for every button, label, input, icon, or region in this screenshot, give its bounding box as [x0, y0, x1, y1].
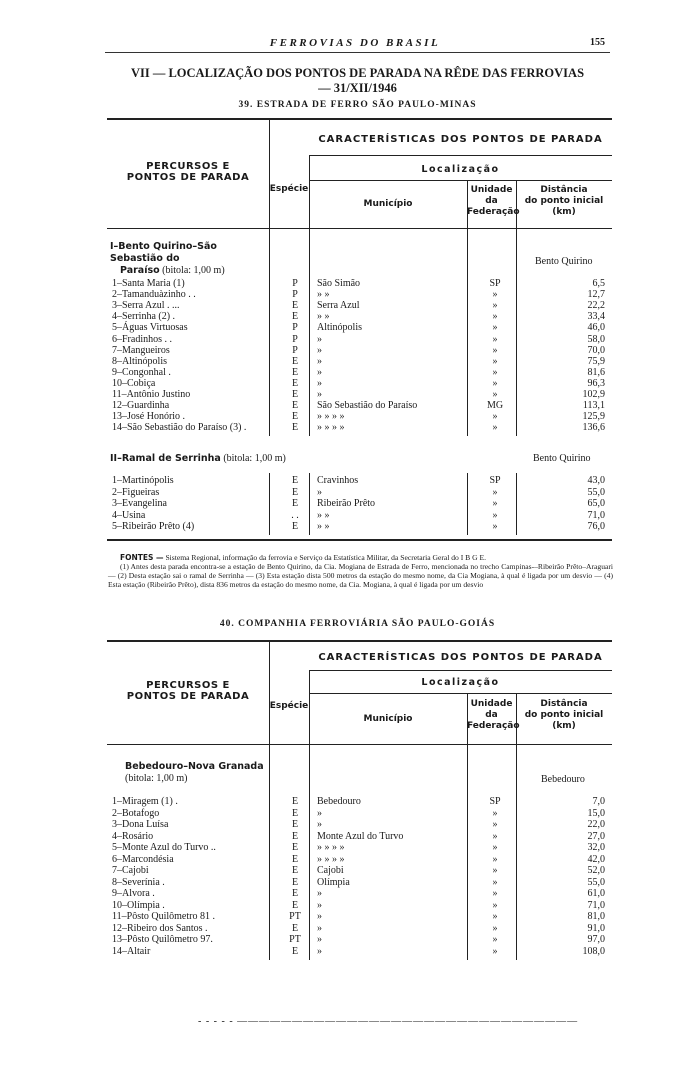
station-name: 12–Ribeiro dos Santos . — [112, 922, 208, 934]
station-type: E — [291, 400, 299, 412]
station-type: E — [291, 300, 299, 312]
table-rule — [107, 118, 612, 120]
station-type: E — [291, 377, 299, 389]
station-type: E — [291, 498, 299, 510]
station-type: E — [291, 945, 299, 957]
municipality: » — [317, 389, 322, 400]
chapter-title — [105, 66, 610, 96]
footnotes: (1) Antes desta parada encontra-se a estação de Bento Quirino, da Cia. Mogiana de Estrada de Ferro, mencionada no trecho Campinas-–Ribeirão Prêto–Araguari — (2) Desta estação sai o ramal de Serrinha — (3) Esta estação dista 500 metros da estação do mesmo nome, da Cia Mogiana, à qual é ligada por um desvio — (4) Esta estação (Ribeirão Prêto), dista 836 metros da estação do mesmo nome, da Cia. Mogiana, à qual é ligada por um desvio — [108, 562, 613, 589]
distance-km: 97,0 — [587, 934, 605, 945]
header-localizacao: Localização — [421, 677, 500, 688]
federal-unit: SP — [489, 278, 501, 289]
table-row — [112, 808, 612, 820]
header-localizacao: Localização — [421, 164, 500, 175]
distance-km: 136,6 — [582, 422, 605, 434]
header-especie: Espécie — [269, 184, 309, 194]
federal-unit: » — [492, 865, 498, 876]
federal-unit: » — [492, 888, 498, 899]
municipality: São Sebastião do Paraíso — [317, 400, 418, 412]
table-row — [112, 946, 612, 958]
federal-unit: » — [492, 899, 498, 911]
header-distancia: Distância do ponto inicial (km) — [524, 185, 604, 217]
distance-km: 113,1 — [582, 400, 605, 412]
table-row — [112, 819, 612, 831]
distance-km: 58,0 — [587, 333, 605, 345]
table-row — [112, 831, 612, 843]
station-name: 11–Pôsto Quilômetro 81 . — [112, 911, 215, 922]
running-header — [105, 37, 605, 51]
federal-unit: » — [492, 300, 498, 312]
municipality: » — [317, 486, 322, 498]
table-row — [112, 923, 612, 935]
distance-km: 108,0 — [582, 945, 605, 957]
table-rule — [107, 744, 612, 745]
federal-unit: » — [492, 945, 498, 957]
municipality: » — [317, 945, 322, 957]
station-type: PT — [289, 934, 301, 945]
table-row — [112, 422, 612, 434]
station-type: E — [291, 807, 299, 819]
distance-km: 55,0 — [587, 876, 605, 888]
municipality: » » — [317, 311, 330, 323]
station-name: 5–Monte Azul do Turvo .. — [112, 842, 216, 853]
table39-title: 39. ESTRADA DE FERRO SÃO PAULO-MINAS — [238, 100, 477, 110]
station-type: E — [291, 521, 299, 533]
station-type: E — [291, 366, 299, 378]
station-name: 10–Cobiça — [112, 377, 156, 389]
table-row — [112, 911, 612, 923]
federal-unit: » — [492, 486, 498, 498]
station-type: E — [291, 842, 299, 853]
station-type: E — [291, 486, 299, 498]
station-name: 13–Pôsto Quilômetro 97. — [112, 934, 213, 945]
page-number: 155 — [590, 37, 605, 48]
running-title: FERROVIAS DO BRASIL — [269, 37, 441, 49]
table-rule — [107, 640, 612, 642]
station-name: 5–Águas Virtuosas — [112, 322, 188, 334]
municipality: » » » » — [317, 422, 345, 434]
table-rule — [107, 539, 612, 541]
municipality: » » » » — [317, 853, 345, 865]
station-name: 2–Figueiras — [112, 486, 160, 498]
header-rule — [105, 52, 610, 53]
municipality: » » — [317, 509, 330, 521]
table-rule — [309, 693, 612, 694]
station-name: 8–Severínia . — [112, 876, 165, 888]
header-municipio: Município — [363, 714, 413, 724]
distance-km: 15,0 — [587, 807, 605, 819]
distance-km: 75,9 — [587, 355, 605, 367]
federal-unit: » — [492, 521, 498, 533]
station-type: E — [291, 475, 299, 486]
municipality: Bebedouro — [317, 796, 361, 807]
station-name: 2–Tamanduàzinho . . — [112, 289, 196, 301]
station-type: E — [291, 411, 299, 423]
table-row — [112, 900, 612, 912]
table-rule — [467, 473, 468, 535]
station-name: 4–Rosário — [112, 830, 154, 842]
distance-km: 27,0 — [587, 830, 605, 842]
distance-km: 43,0 — [587, 475, 605, 486]
federal-unit: » — [492, 366, 498, 378]
distance-km: 70,0 — [587, 344, 605, 356]
federal-unit: » — [492, 333, 498, 345]
federal-unit: » — [492, 934, 498, 945]
municipality: Cravinhos — [317, 475, 359, 486]
station-type: E — [291, 853, 299, 865]
distance-km: 52,0 — [587, 865, 605, 876]
distance-km: 46,0 — [587, 322, 605, 334]
distance-km: 12,7 — [587, 289, 605, 301]
federal-unit: » — [492, 422, 498, 434]
federal-unit: » — [492, 411, 498, 423]
station-type: E — [291, 311, 299, 323]
station-name: 1–Martinópolis — [112, 475, 174, 486]
station-type: P — [292, 289, 298, 301]
municipality: Altinópolis — [317, 322, 363, 334]
station-type: E — [291, 899, 299, 911]
municipality: » » — [317, 521, 330, 533]
header-percursos: PERCURSOS E PONTOS DE PARADA — [126, 680, 250, 702]
station-type: . . — [291, 509, 299, 521]
table-rule — [269, 473, 270, 535]
table-rule — [309, 180, 612, 181]
header-unidade: Unidade da Federação — [467, 699, 520, 731]
station-type: P — [292, 278, 298, 289]
station-type: E — [291, 830, 299, 842]
sources-note: FONTES — Sistema Regional, informação da ferrovia e Serviço da Estatística Militar, da Secretaria Geral do I B G E. (1) Antes desta parada encontra-se a estação de Bento Quirino, da Cia. Mogiana de Estrada de Ferro, mencionada no trecho Campinas-–Ribeirão Prêto–Araguari — (2) Desta estação sai o ramal de Serrinha — (3) Esta estação dista 500 metros da estação do mesmo nome, da Cia Mogiana, à qual é ligada por um desvio — (4) Esta estação (Ribeirão Prêto), dista 836 metros da estação do mesmo nome, da Cia. Mogiana, à qual é ligada por um desvio — [108, 553, 613, 589]
municipality: » — [317, 911, 322, 922]
table-rule — [309, 155, 612, 156]
municipality: » — [317, 922, 322, 934]
municipality: » » » » — [317, 411, 345, 423]
table-rule — [309, 473, 310, 535]
station-type: E — [291, 389, 299, 400]
distance-km: 6,5 — [592, 278, 605, 289]
distance-km: 22,2 — [587, 300, 605, 312]
station-name: 6–Marcondésia — [112, 853, 174, 865]
distance-km: 81,0 — [587, 911, 605, 922]
municipality: » » » » — [317, 842, 345, 853]
distance-km: 91,0 — [587, 922, 605, 934]
distance-km: 71,0 — [587, 899, 605, 911]
distance-km: 81,6 — [587, 366, 605, 378]
table-rule — [107, 228, 612, 229]
table-row — [112, 934, 612, 946]
origin-station: Bento Quirino — [535, 256, 593, 267]
municipality: » — [317, 888, 322, 899]
station-type: E — [291, 876, 299, 888]
federal-unit: » — [492, 807, 498, 819]
header-especie: Espécie — [269, 701, 309, 711]
municipality: » — [317, 934, 322, 945]
federal-unit: » — [492, 853, 498, 865]
section-title: I–Bento Quirino–São Sebastião do Paraíso (bitola: 1,00 m) — [110, 241, 225, 276]
station-name: 4–Usina — [112, 509, 146, 521]
table-rule — [516, 473, 517, 535]
station-name: 13–José Honório . — [112, 411, 186, 423]
table-rule — [309, 670, 612, 671]
table-row — [112, 498, 612, 510]
distance-km: 7,0 — [592, 796, 605, 807]
federal-unit: » — [492, 819, 498, 830]
header-percursos: PERCURSOS E PONTOS DE PARADA — [126, 161, 250, 183]
municipality: Serra Azul — [317, 300, 360, 312]
station-type: E — [291, 796, 299, 807]
municipality: » » — [317, 289, 330, 301]
municipality: » — [317, 344, 322, 356]
origin-station: Bebedouro — [541, 774, 585, 785]
municipality: » — [317, 819, 322, 830]
station-name: 2–Botafogo — [112, 807, 160, 819]
distance-km: 71,0 — [587, 509, 605, 521]
distance-km: 55,0 — [587, 486, 605, 498]
header-caracteristicas: CARACTERÍSTICAS DOS PONTOS DE PARADA — [318, 652, 603, 663]
federal-unit: » — [492, 311, 498, 323]
municipality: Ribeirão Prêto — [317, 498, 376, 510]
station-name: 7–Cajobi — [112, 865, 149, 876]
station-name: 3–Serra Azul . ... — [112, 300, 180, 312]
chapter-title-line2: — 31/XII/1946 — [318, 81, 397, 95]
header-distancia: Distância do ponto inicial (km) — [524, 699, 604, 731]
distance-km: 76,0 — [587, 521, 605, 533]
federal-unit: » — [492, 377, 498, 389]
federal-unit: SP — [489, 475, 501, 486]
station-type: P — [292, 322, 298, 334]
distance-km: 22,0 — [587, 819, 605, 830]
footer-rule: - - - - - ——————————————————————————————— — [198, 1016, 579, 1027]
station-name: 4–Serrinha (2) . — [112, 311, 176, 323]
table-row — [112, 877, 612, 889]
federal-unit: » — [492, 389, 498, 400]
station-type: E — [291, 922, 299, 934]
station-name: 11–Antônio Justino — [112, 389, 191, 400]
station-name: 3–Evangelina — [112, 498, 167, 510]
municipality: » — [317, 355, 322, 367]
station-type: E — [291, 819, 299, 830]
municipality: » — [317, 366, 322, 378]
municipality: » — [317, 807, 322, 819]
federal-unit: » — [492, 922, 498, 934]
table-row — [112, 842, 612, 854]
station-type: P — [292, 344, 298, 356]
municipality: São Simão — [317, 278, 361, 289]
municipality: Cajobi — [317, 865, 344, 876]
table-39 — [107, 118, 612, 544]
station-name: 8–Altinópolis — [112, 355, 168, 367]
federal-unit: » — [492, 876, 498, 888]
table-row — [112, 854, 612, 866]
header-unidade: Unidade da Federação — [467, 185, 520, 217]
station-name: 7–Mangueiros — [112, 344, 170, 356]
station-type: E — [291, 888, 299, 899]
federal-unit: » — [492, 355, 498, 367]
table-row — [112, 796, 612, 808]
header-caracteristicas: CARACTERÍSTICAS DOS PONTOS DE PARADA — [318, 134, 603, 145]
federal-unit: » — [492, 289, 498, 301]
distance-km: 61,0 — [587, 888, 605, 899]
federal-unit: » — [492, 509, 498, 521]
municipality: » — [317, 899, 322, 911]
station-name: 9–Alvora . — [112, 888, 155, 899]
distance-km: 65,0 — [587, 498, 605, 510]
federal-unit: » — [492, 498, 498, 510]
distance-km: 102,9 — [582, 389, 605, 400]
table-40 — [107, 640, 612, 970]
distance-km: 32,0 — [587, 842, 605, 853]
federal-unit: » — [492, 842, 498, 853]
federal-unit: MG — [486, 400, 504, 412]
station-name: 6–Fradinhos . . — [112, 333, 172, 345]
header-municipio: Município — [363, 199, 413, 209]
municipality: Olímpia — [317, 876, 350, 888]
station-type: E — [291, 422, 299, 434]
section-title: Bebedouro–Nova Granada (bitola: 1,00 m) — [125, 761, 264, 784]
station-name: 9–Congonhal . — [112, 366, 171, 378]
distance-km: 42,0 — [587, 853, 605, 865]
station-name: 12–Guardinha — [112, 400, 170, 412]
station-type: E — [291, 865, 299, 876]
table-row — [112, 521, 612, 533]
municipality: » — [317, 377, 322, 389]
section-title: II–Ramal de Serrinha (bitola: 1,00 m) — [110, 453, 286, 464]
table-row — [112, 510, 612, 522]
table-row — [112, 475, 612, 487]
station-type: P — [292, 333, 298, 345]
federal-unit: » — [492, 344, 498, 356]
table-row — [112, 865, 612, 877]
distance-km: 96,3 — [587, 377, 605, 389]
federal-unit: » — [492, 322, 498, 334]
station-type: PT — [289, 911, 301, 922]
station-name: 10–Olímpia . — [112, 899, 165, 911]
table-row — [112, 888, 612, 900]
municipality: Monte Azul do Turvo — [317, 830, 404, 842]
federal-unit: » — [492, 911, 498, 922]
table40-title: 40. COMPANHIA FERROVIÁRIA SÃO PAULO-GOIÁS — [219, 619, 496, 629]
distance-km: 33,4 — [587, 311, 605, 323]
federal-unit: » — [492, 830, 498, 842]
station-name: 14–Altair — [112, 945, 151, 957]
municipality: » — [317, 333, 322, 345]
station-name: 5–Ribeirão Prêto (4) — [112, 521, 195, 533]
distance-km: 125,9 — [582, 411, 605, 423]
station-name: 14–São Sebastião do Paraíso (3) . — [112, 422, 247, 434]
station-name: 1–Santa Maria (1) — [112, 278, 185, 289]
federal-unit: SP — [489, 796, 501, 807]
station-type: E — [291, 355, 299, 367]
chapter-title-line1: VII — LOCALIZAÇÃO DOS PONTOS DE PARADA NA RÊDE DAS FERROVIAS — [130, 66, 585, 80]
table-row — [112, 487, 612, 499]
station-name: 1–Miragem (1) . — [112, 796, 178, 807]
station-name: 3–Dona Luísa — [112, 819, 169, 830]
origin-station: Bento Quirino — [533, 453, 591, 464]
